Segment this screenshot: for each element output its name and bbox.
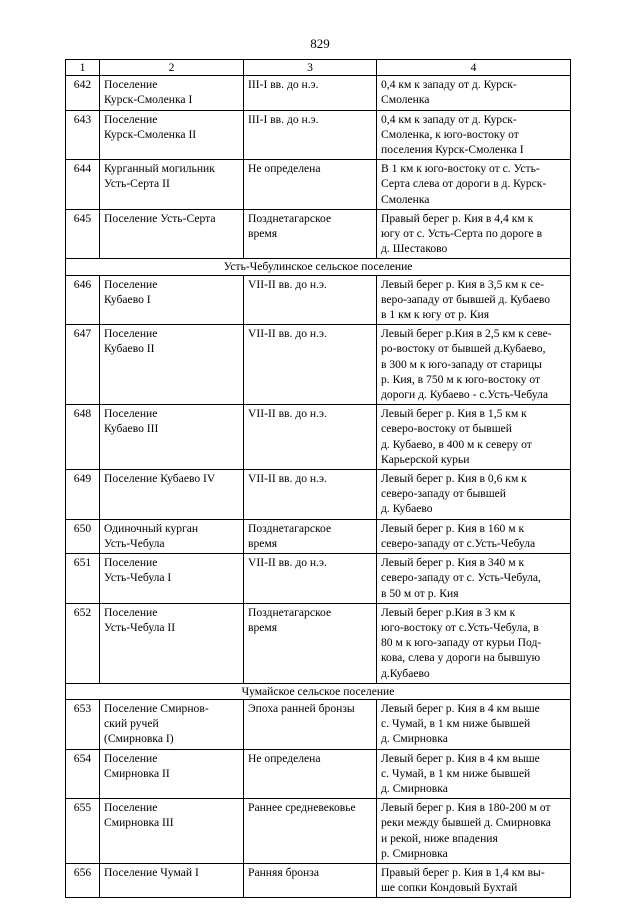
dating-line: VII-II вв. до н.э. xyxy=(248,556,327,570)
monument-name-line: Поселение xyxy=(104,407,158,421)
location-cell xyxy=(377,603,571,683)
monument-name-cell xyxy=(100,519,244,553)
location-line: 80 м к юго-западу от курьи Под- xyxy=(381,636,542,650)
location-cell xyxy=(377,76,571,110)
dating-cell xyxy=(244,863,377,897)
monument-name-cell xyxy=(100,275,244,325)
location-cell xyxy=(377,325,571,405)
monument-name-line: Смирновка III xyxy=(104,816,174,830)
table-row xyxy=(66,519,571,553)
dating-line: III-I вв. до н.э. xyxy=(248,112,319,126)
row-number: 650 xyxy=(66,519,100,553)
monument-name-line: Поселение xyxy=(104,327,158,341)
location-line: д.Кубаево xyxy=(381,666,430,680)
location-cell xyxy=(377,519,571,553)
location-line: В 1 км к юго-востоку от с. Усть- xyxy=(381,162,540,176)
monument-name-cell xyxy=(100,699,244,749)
location-line: северо-западу от с. Усть-Чебула, xyxy=(381,571,541,585)
monument-name-line: Поселение xyxy=(104,277,158,291)
dating-cell xyxy=(244,76,377,110)
location-line: юго-востоку от с.Усть-Чебула, в xyxy=(381,620,539,634)
location-line: д. Смирновка xyxy=(381,732,448,746)
monument-name-line: (Смирновка I) xyxy=(104,732,174,746)
dating-line: Ранняя бронза xyxy=(248,865,319,879)
monument-name-cell xyxy=(100,405,244,470)
location-line: с. Чумай, в 1 км ниже бывшей xyxy=(381,766,531,780)
row-number: 644 xyxy=(66,160,100,210)
monument-name-line: Кубаево I xyxy=(104,292,151,306)
dating-cell xyxy=(244,699,377,749)
table-row xyxy=(66,275,571,325)
dating-cell xyxy=(244,110,377,160)
dating-line: VII-II вв. до н.э. xyxy=(248,327,327,341)
monument-name-cell xyxy=(100,863,244,897)
row-number: 647 xyxy=(66,325,100,405)
location-line: в 50 м от р. Кия xyxy=(381,586,459,600)
dating-cell xyxy=(244,209,377,259)
location-cell xyxy=(377,554,571,604)
monument-name-cell xyxy=(100,160,244,210)
table-row xyxy=(66,325,571,405)
monuments-table xyxy=(65,59,571,898)
location-line: ро-востоку от бывшей д.Кубаево, xyxy=(381,342,546,356)
location-line: Левый берег р. Кия в 4 км выше xyxy=(381,751,540,765)
dating-line: Не определена xyxy=(248,162,321,176)
dating-line: время xyxy=(248,227,278,241)
monument-name-line: Курск-Смоленка I xyxy=(104,93,193,107)
dating-line: Раннее средневековье xyxy=(248,801,356,815)
table-row xyxy=(66,209,571,259)
dating-line: Позднетагарское xyxy=(248,211,332,225)
dating-cell xyxy=(244,160,377,210)
row-number: 649 xyxy=(66,470,100,520)
location-line: северо-западу от с.Усть-Чебула xyxy=(381,536,536,550)
location-line: дороги д. Кубаево - с.Усть-Чебула xyxy=(381,388,548,402)
location-line: северо-востоку от бывшей xyxy=(381,422,512,436)
location-cell xyxy=(377,749,571,799)
column-number-4: 4 xyxy=(377,60,571,76)
location-line: поселения Курск-Смоленка I xyxy=(381,143,524,157)
row-number: 642 xyxy=(66,76,100,110)
row-number: 655 xyxy=(66,799,100,864)
location-line: Правый берег р. Кия в 4,4 км к xyxy=(381,211,534,225)
location-line: и рекой, ниже впадения xyxy=(381,831,498,845)
location-line: 0,4 км к западу от д. Курск- xyxy=(381,112,517,126)
dating-line: VII-II вв. до н.э. xyxy=(248,277,327,291)
location-line: Смоленка xyxy=(381,192,430,206)
location-line: д. Шестаково xyxy=(381,242,448,256)
location-cell xyxy=(377,275,571,325)
location-cell xyxy=(377,799,571,864)
monument-name-cell xyxy=(100,76,244,110)
monument-name-cell xyxy=(100,799,244,864)
monument-name-line: Поселение Усть-Серта xyxy=(104,211,216,225)
monument-name-cell xyxy=(100,749,244,799)
monument-name-line: Курганный могильник xyxy=(104,162,215,176)
row-number: 648 xyxy=(66,405,100,470)
section-row xyxy=(66,683,571,699)
location-line: кова, слева у дороги на бывшую xyxy=(381,651,541,665)
row-number: 653 xyxy=(66,699,100,749)
location-line: Левый берег р. Кия в 0,6 км к xyxy=(381,472,527,486)
monument-name-line: Поселение Чумай I xyxy=(104,865,199,879)
dating-cell xyxy=(244,519,377,553)
row-number: 646 xyxy=(66,275,100,325)
location-line: Карьерской курьи xyxy=(381,452,470,466)
monument-name-line: Поселение xyxy=(104,751,158,765)
monument-name-line: Кубаево III xyxy=(104,422,159,436)
location-line: р. Кия, в 750 м к юго-востоку от xyxy=(381,372,541,386)
dating-cell xyxy=(244,799,377,864)
location-line: Правый берег р. Кия в 1,4 км вы- xyxy=(381,865,545,879)
monument-name-line: Кубаево II xyxy=(104,342,155,356)
section-title: Усть-Чебулинское сельское поселение xyxy=(66,259,571,275)
dating-cell xyxy=(244,470,377,520)
row-number: 654 xyxy=(66,749,100,799)
location-line: северо-западу от бывшей xyxy=(381,487,507,501)
monument-name-line: Поселение xyxy=(104,78,158,92)
location-line: д. Кубаево, в 400 м к северу от xyxy=(381,437,532,451)
monument-name-cell xyxy=(100,110,244,160)
location-cell xyxy=(377,110,571,160)
column-number-3: 3 xyxy=(244,60,377,76)
table-row xyxy=(66,76,571,110)
location-line: с. Чумай, в 1 км ниже бывшей xyxy=(381,717,531,731)
monument-name-line: Поселение Кубаево IV xyxy=(104,472,216,486)
row-number: 652 xyxy=(66,603,100,683)
monument-name-cell xyxy=(100,470,244,520)
location-cell xyxy=(377,160,571,210)
row-number: 651 xyxy=(66,554,100,604)
column-number-2: 2 xyxy=(100,60,244,76)
location-line: Левый берег р. Кия в 4 км выше xyxy=(381,701,540,715)
page-number: 829 xyxy=(310,36,330,51)
section-row xyxy=(66,259,571,275)
monument-name-line: Усть-Чебула I xyxy=(104,571,172,585)
dating-cell xyxy=(244,325,377,405)
dating-cell xyxy=(244,275,377,325)
dating-line: VII-II вв. до н.э. xyxy=(248,407,327,421)
monument-name-line: Усть-Серта II xyxy=(104,177,170,191)
location-line: югу от с. Усть-Серта по дороге в xyxy=(381,227,543,241)
location-line: веро-западу от бывшей д. Кубаево xyxy=(381,292,551,306)
dating-cell xyxy=(244,749,377,799)
location-line: в 1 км к югу от р. Кия xyxy=(381,308,490,322)
dating-line: время xyxy=(248,536,278,550)
table-row xyxy=(66,554,571,604)
monument-name-cell xyxy=(100,554,244,604)
location-line: Смоленка xyxy=(381,93,430,107)
location-cell xyxy=(377,209,571,259)
table-row xyxy=(66,110,571,160)
location-line: д. Кубаево xyxy=(381,502,433,516)
monument-name-line: Одиночный курган xyxy=(104,521,199,535)
location-line: ше сопки Кондовый Бухтай xyxy=(381,881,518,895)
table-row xyxy=(66,749,571,799)
row-number: 645 xyxy=(66,209,100,259)
column-number-1: 1 xyxy=(66,60,100,76)
table-row xyxy=(66,799,571,864)
dating-line: VII-II вв. до н.э. xyxy=(248,472,327,486)
location-line: Левый берег р. Кия в 340 м к xyxy=(381,556,525,570)
location-line: Серта слева от дороги в д. Курск- xyxy=(381,177,547,191)
dating-line: Эпоха ранней бронзы xyxy=(248,701,355,715)
location-line: Смоленка, к юго-востоку от xyxy=(381,127,519,141)
table-row xyxy=(66,470,571,520)
location-cell xyxy=(377,699,571,749)
monument-name-line: Поселение Смирнов- xyxy=(104,701,209,715)
location-line: реки между бывшей д. Смирновка xyxy=(381,816,551,830)
location-line: Левый берег р.Кия в 2,5 км к севе- xyxy=(381,327,552,341)
monument-name-line: Курск-Смоленка II xyxy=(104,127,197,141)
dating-cell xyxy=(244,603,377,683)
table-row xyxy=(66,863,571,897)
monument-name-line: Поселение xyxy=(104,556,158,570)
location-cell xyxy=(377,405,571,470)
location-line: д. Смирновка xyxy=(381,781,448,795)
location-line: 0,4 км к западу от д. Курск- xyxy=(381,78,517,92)
monument-name-cell xyxy=(100,325,244,405)
location-line: Левый берег р. Кия в 3,5 км к се- xyxy=(381,277,545,291)
dating-cell xyxy=(244,405,377,470)
dating-line: Позднетагарское xyxy=(248,521,332,535)
dating-cell xyxy=(244,554,377,604)
dating-line: Не определена xyxy=(248,751,321,765)
dating-line: III-I вв. до н.э. xyxy=(248,78,319,92)
monument-name-cell xyxy=(100,603,244,683)
table-row xyxy=(66,603,571,683)
monument-name-line: Поселение xyxy=(104,801,158,815)
column-number-row xyxy=(66,60,571,76)
row-number: 643 xyxy=(66,110,100,160)
location-line: Левый берег р. Кия в 180-200 м от xyxy=(381,801,551,815)
row-number: 656 xyxy=(66,863,100,897)
location-line: Левый берег р.Кия в 3 км к xyxy=(381,605,516,619)
table-row xyxy=(66,699,571,749)
monument-name-cell xyxy=(100,209,244,259)
monument-name-line: Поселение xyxy=(104,605,158,619)
location-line: Левый берег р. Кия в 1,5 км к xyxy=(381,407,527,421)
section-title: Чумайское сельское поселение xyxy=(66,683,571,699)
location-line: Левый берег р. Кия в 160 м к xyxy=(381,521,525,535)
monument-name-line: ский ручей xyxy=(104,717,159,731)
location-cell xyxy=(377,470,571,520)
table-row xyxy=(66,160,571,210)
dating-line: время xyxy=(248,620,278,634)
monument-name-line: Поселение xyxy=(104,112,158,126)
monument-name-line: Усть-Чебула xyxy=(104,536,165,550)
dating-line: Позднетагарское xyxy=(248,605,332,619)
location-line: р. Смирновка xyxy=(381,846,448,860)
monument-name-line: Смирновка II xyxy=(104,766,170,780)
monument-name-line: Усть-Чебула II xyxy=(104,620,176,634)
location-cell xyxy=(377,863,571,897)
location-line: в 300 м к юго-западу от старицы xyxy=(381,357,542,371)
table-row xyxy=(66,405,571,470)
